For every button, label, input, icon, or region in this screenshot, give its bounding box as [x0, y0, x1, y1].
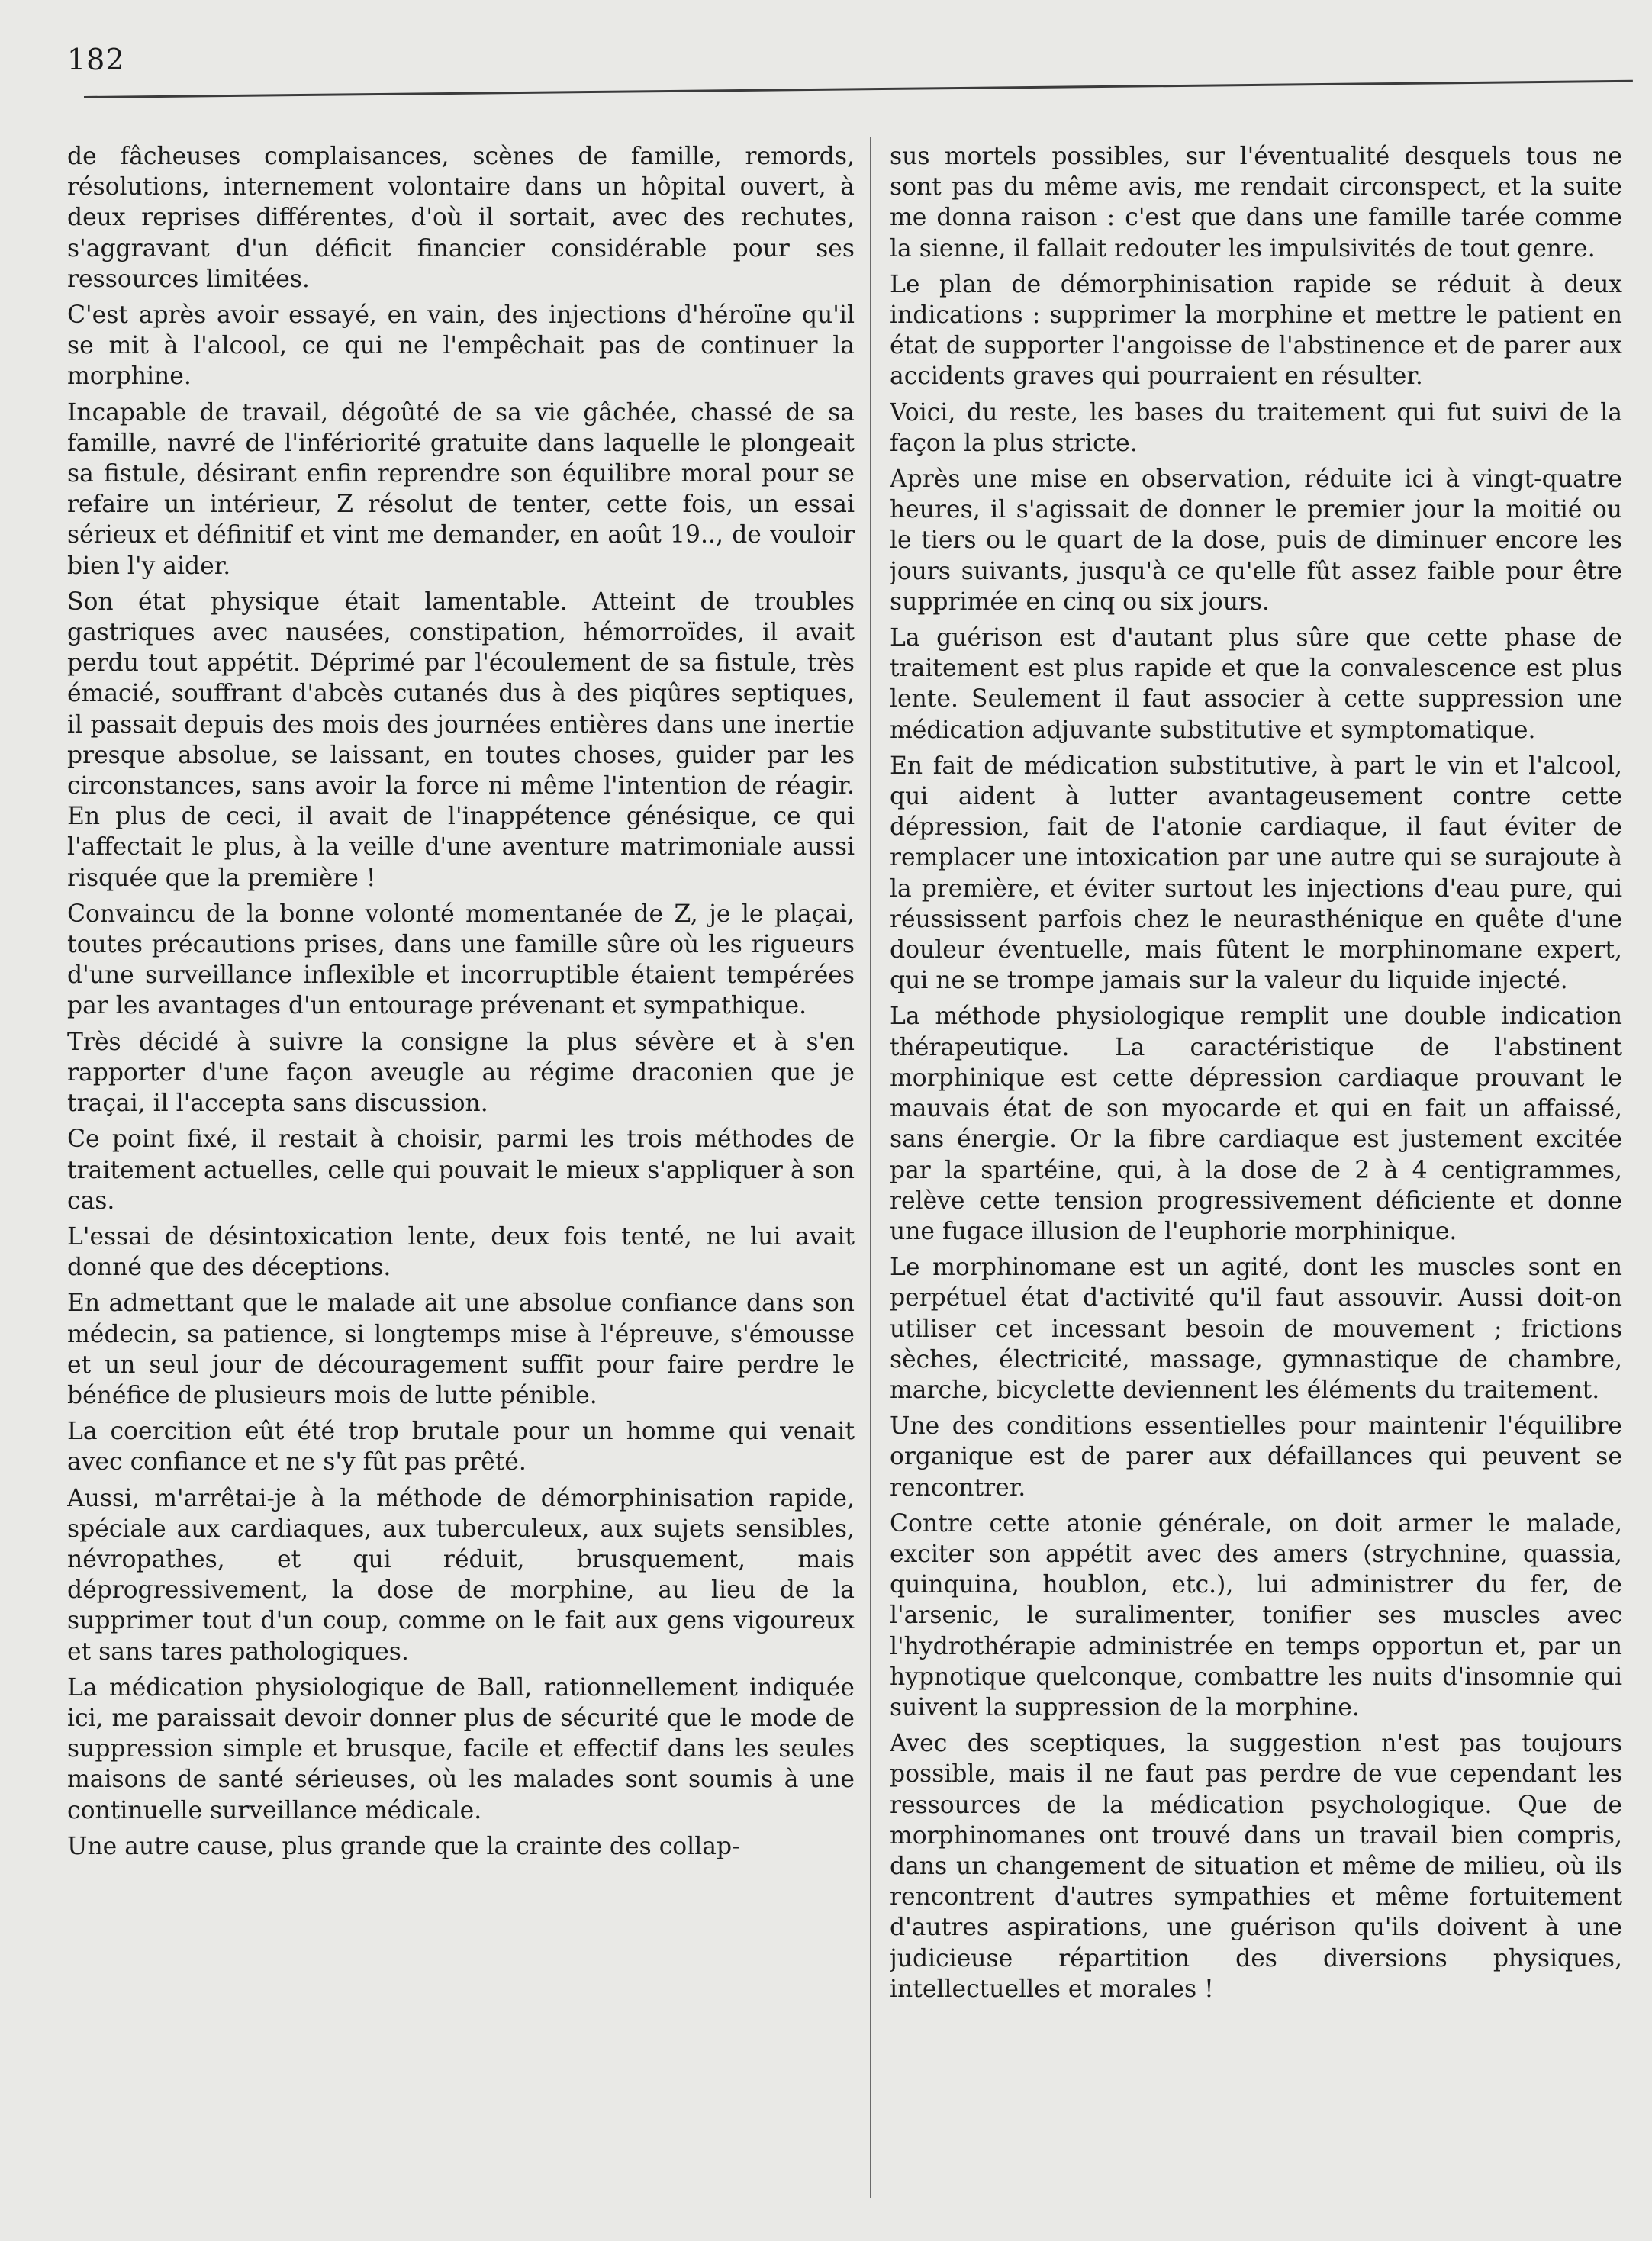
paragraph: La coercition eût été trop brutale pour un homme qui venait avec confiance et ne s'y fût pas prêté. [67, 1418, 855, 1476]
paragraph: Après une mise en observation, réduite ici à vingt-quatre heures, il s'agissait de donner le premier jour la moitié ou le tiers ou le quart de la dose, puis de diminuer encore les jours suivants, jusqu'à ce qu'elle fût assez faible pour être supprimée en cinq ou six jours. [890, 465, 1622, 616]
paragraph: La méthode physiologique remplit une double indication thérapeutique. La caractéristique de l'abstinent morphinique est cette dépression cardiaque prouvant le mauvais état de son myocarde et qui en fait un affaissé, sans énergie. Or la fibre cardiaque est justement excitée par la spartéine, qui, à la dose de 2 à 4 centigrammes, relève cette tension progressivement déficiente et donne une fugace illusion de l'euphorie morphinique. [890, 1003, 1622, 1245]
paragraph: Une autre cause, plus grande que la crainte des collap- [67, 1832, 740, 1860]
paragraph: sus mortels possibles, sur l'éventualité desquels tous ne sont pas du même avis, me rendait circonspect, et la suite me donna raison : c'est que dans une famille tarée comme la sienne, il fallait redouter les impulsivités de tout genre. [890, 143, 1622, 262]
paragraph: Le morphinomane est un agité, dont les muscles sont en perpétuel état d'activité qu'il faut assouvir. Aussi doit-on utiliser cet incessant besoin de mouvement ; frictions sèches, électricité, massage, gymnastique de chambre, marche, bicyclette deviennent les éléments du traitement. [890, 1254, 1622, 1404]
paragraph: Contre cette atonie générale, on doit armer le malade, exciter son appétit avec des amers (strychnine, quassia, quinquina, houblon, etc.), lui administrer du fer, de l'arsenic, le suralimenter, tonifier ses muscles avec l'hydrothérapie administrée en temps opportun et, par un hypnotique quelconque, combattre les nuits d'insomnie qui suivent la suppression de la morphine. [890, 1509, 1622, 1721]
left-column [67, 141, 855, 2201]
paragraph: Aussi, m'arrêtai-je à la méthode de démorphinisation rapide, spéciale aux cardiaques, aux tuberculeux, aux sujets sensibles, névropathes, et qui réduit, brusquement, mais déprogressivement, la dose de morphine, au lieu de la supprimer tout d'un coup, comme on le fait aux gens vigoureux et sans tares pathologiques. [67, 1484, 855, 1666]
paragraph: En fait de médication substitutive, à part le vin et l'alcool, qui aident à lutter avantageusement contre cette dépression, fait de l'atonie cardiaque, il faut éviter de remplacer une intoxication par une autre qui se surajoute à la première, et éviter surtout les injections d'eau pure, qui réussissent parfois chez le neurasthénique en quête d'une douleur éventuelle, mais fûtent le morphinomane expert, qui ne se trompe jamais sur la valeur du liquide injecté. [890, 752, 1622, 995]
paragraph: La guérison est d'autant plus sûre que cette phase de traitement est plus rapide et que la convalescence est plus lente. Seulement il faut associer à cette suppression une médication adjuvante substitutive et symptomatique. [890, 624, 1622, 744]
paragraph: Incapable de travail, dégoûté de sa vie gâchée, chassé de sa famille, navré de l'infériorité gratuite dans laquelle le plongeait sa fistule, désirant enfin reprendre son équilibre moral pour se refaire un intérieur, Z résolut de tenter, cette fois, un essai sérieux et définitif et vint me demander, en août 19.., de vouloir bien l'y aider. [67, 398, 855, 580]
page-number: 182 [67, 43, 125, 76]
paragraph: En admettant que le malade ait une absolue confiance dans son médecin, sa patience, si longtemps mise à l'épreuve, s'émousse et un seul jour de découragement suffit pour faire perdre le bénéfice de plusieurs mois de lutte pénible. [67, 1290, 855, 1409]
paragraph: Voici, du reste, les bases du traitement qui fut suivi de la façon la plus stricte. [890, 398, 1622, 457]
right-column [890, 141, 1622, 2217]
paragraph: Très décidé à suivre la consigne la plus sévère et à s'en rapporter d'une façon aveugle au régime draconien que je traçai, il l'accepta sans discussion. [67, 1028, 855, 1118]
paragraph: La médication physiologique de Ball, rationnellement indiquée ici, me paraissait devoir donner plus de sécurité que le mode de suppression simple et brusque, facile et effectif dans les seules maisons de santé sérieuses, où les malades sont soumis à une continuelle surveillance médicale. [67, 1673, 855, 1824]
header-rule [84, 80, 1633, 98]
paragraph: Son état physique était lamentable. Atteint de troubles gastriques avec nausées, constipation, hémorroïdes, il avait perdu tout appétit. Déprimé par l'écoulement de sa fistule, très émacié, souffrant d'abcès cutanés dus à des piqûres septiques, il passait depuis des mois des journées entières dans une inertie presque absolue, se laissant, en toutes choses, guider par les circonstances, sans avoir la force ni même l'intention de réagir. En plus de ceci, il avait de l'inappétence génésique, ce qui l'affectait le plus, à la veille d'une aventure matrimoniale aussi risquée que la première ! [67, 588, 855, 892]
column-divider [870, 137, 871, 2198]
paragraph: L'essai de désintoxication lente, deux fois tenté, ne lui avait donné que des déceptions. [67, 1222, 855, 1282]
paragraph: Le plan de démorphinisation rapide se réduit à deux indications : supprimer la morphine et mettre le patient en état de supporter l'angoisse de l'abstinence et de parer aux accidents graves qui pourraient en résulter. [890, 270, 1622, 391]
paragraph: Convaincu de la bonne volonté momentanée de Z, je le plaçai, toutes précautions prises, dans une famille sûre où les rigueurs d'une surveillance inflexible et incorruptible étaient tempérées par les avantages d'un entourage prévenant et sympathique. [67, 900, 855, 1020]
paragraph: Ce point fixé, il restait à choisir, parmi les trois méthodes de traitement actuelles, celle qui pouvait le mieux s'appliquer à son cas. [67, 1125, 855, 1215]
paragraph: C'est après avoir essayé, en vain, des injections d'héroïne qu'il se mit à l'alcool, ce qui ne l'empêchait pas de continuer la morphine. [67, 301, 855, 391]
paragraph: de fâcheuses complaisances, scènes de famille, remords, résolutions, internement volontaire dans un hôpital ouvert, à deux reprises différentes, d'où il sortait, avec des rechutes, s'aggravant d'un déficit financier considérable pour ses ressources limitées. [67, 143, 855, 293]
paragraph: Avec des sceptiques, la suggestion n'est pas toujours possible, mais il ne faut pas perdre de vue cependant les ressources de la médication psychologique. Que de morphinomanes ont trouvé dans un travail bien compris, dans un changement de situation et même de milieu, où ils rencontrent d'autres sympathies et même fortuitement d'autres aspirations, une guérison qu'ils doivent à une judicieuse répartition des diversions physiques, intellectuelles et morales ! [890, 1730, 1622, 2003]
paragraph: Une des conditions essentielles pour maintenir l'équilibre organique est de parer aux défaillances qui peuvent se rencontrer. [890, 1412, 1622, 1502]
